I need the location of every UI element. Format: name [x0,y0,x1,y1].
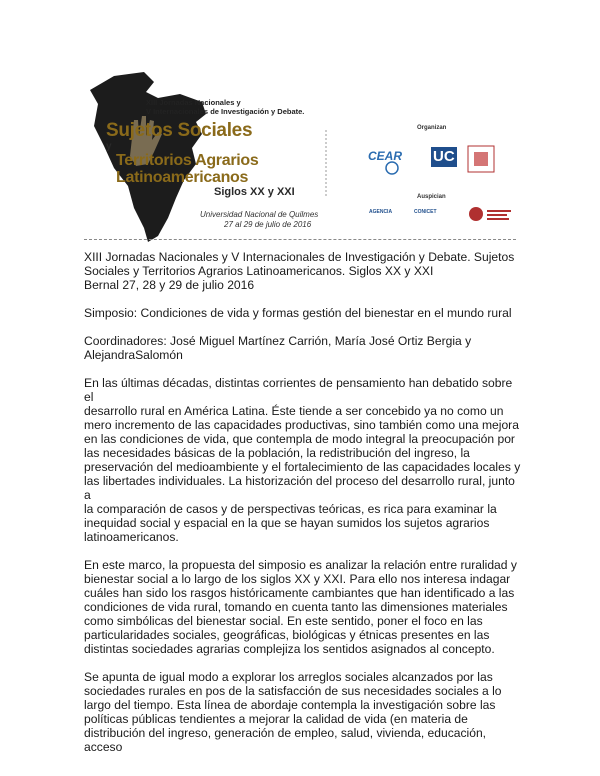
conicet-logo: CONICET [414,209,437,215]
separator-line [84,239,516,240]
banner-auspician: Auspician [417,194,446,200]
banner-header-line2: V Internacionales de Investigación y Debate. [146,107,305,116]
paragraph-1-line: preservación del medioambiente y el fortalecimiento de las capacidades locales y [84,460,521,474]
paragraph-3-line: Se apunta de igual modo a explorar los arreglos sociales alcanzados por las [84,670,493,684]
banner-title-1: Sujetos Sociales [106,120,253,141]
paragraph-1-line: la comparación de casos y de perspectivas teóricas, es rica para examinar la [84,502,497,516]
paragraph-1-line: En las últimas décadas, distintas corrientes de pensamiento han debatido sobre el [84,376,513,404]
banner-title-3: Latinoamericanos [116,169,249,186]
banner-title-4: Siglos XX y XXI [214,186,295,198]
banner-venue-2: 27 al 29 de julio de 2016 [224,220,312,229]
document-body [84,250,524,754]
simposio-line: Simposio: Condiciones de vida y formas gestión del bienestar en el mundo rural [84,306,512,320]
paragraph-2-line: cuáles han sido los rasgos históricamente cambiantes que han identificado a las [84,586,515,600]
paragraph-2-line: distintas sociedades agrarias complejiza los sentidos asignados al concepto. [84,642,495,656]
uc-logo: UC [433,148,455,165]
paragraph-1-line: mero incremento de las capacidades productivas, sino también como una mejora [84,418,519,432]
intro-line-3: Bernal 27, 28 y 29 de julio 2016 [84,278,255,292]
banner-title-2: Territorios Agrarios [116,152,259,169]
paragraph-1-line: las necesidades básicas de la población, la redistribución del ingreso, la [84,446,470,460]
banner-title-y: y [106,141,112,152]
paragraph-2-line: En este marco, la propuesta del simposio es analizar la relación entre ruralidad y [84,558,517,572]
paragraph-3-line: distribución del ingreso, generación de empleo, salud, vivienda, educación, acceso [84,726,487,754]
banner-header-line1: XIII Jornadas Nacionales y [146,98,241,107]
banner-organizan: Organizan [417,125,447,131]
event-banner [84,68,516,244]
paragraph-1-line: en las condiciones de vida, que contempla de modo integral la preocupación por [84,432,515,446]
paragraph-1-line: latinoamericanos. [84,530,179,544]
coordinadores-line-1: Coordinadores: José Miguel Martínez Carrión, María José Ortiz Bergia y [84,334,472,348]
paragraph-1-line: las libertades individuales. La historización del proceso del desarrollo rural, junto a [84,474,515,502]
paragraph-1-line: desarrollo rural en América Latina. Éste tiende a ser concebido ya no como un [84,404,504,418]
coordinadores-line-2: AlejandraSalomón [84,348,183,362]
unq-logo-mark [469,207,483,221]
paragraph-3-line: políticas públicas tendientes a mejorar la calidad de vida (en materia de [84,712,468,726]
intro-line-1: XIII Jornadas Nacionales y V Internacionales de Investigación y Debate. Sujetos [84,250,515,264]
paragraph-2-line: bienestar social a lo largo de los siglos XX y XXI. Para ello nos interesa indagar [84,572,511,586]
paragraph-2-line: particularidades sociales, geográficas, biológicas y étnicas presentes en las [84,628,490,642]
cear-logo: CEAR [368,149,403,163]
paragraph-2-line: condiciones de vida rural, tomando en cuenta tanto las dimensiones materiales [84,600,508,614]
paragraph-3-line: largo del tiempo. Esta línea de abordaje contempla la investigación sobre las [84,698,496,712]
agencia-logo: AGENCIA [369,209,393,215]
paragraph-1-line: inequidad social y espacial en la que se hayan sumidos los sujetos agrarios [84,516,490,530]
intro-line-2: Sociales y Territorios Agrarios Latinoamericanos. Siglos XX y XXI [84,264,434,278]
banner-venue-1: Universidad Nacional de Quilmes [200,210,319,219]
paragraph-2-line: como simbólicas del bienestar social. En este sentido, poner el foco en las [84,614,483,628]
cear-logo-mark [386,162,398,174]
banner-header [146,98,304,116]
paragraph-3-line: sociedades rurales en pos de la satisfacción de sus necesidades sociales a lo [84,684,502,698]
